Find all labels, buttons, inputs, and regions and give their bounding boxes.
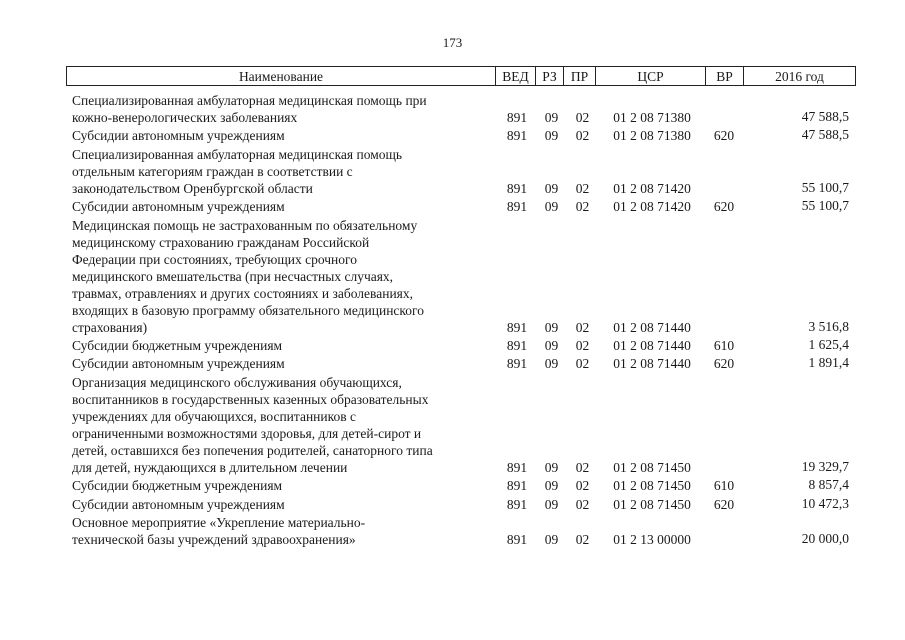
table-row (72, 92, 862, 126)
row-ved: 891 (506, 199, 528, 215)
row-name-line: Организация медицинского обслуживания обучающихся, (72, 374, 402, 390)
row-ved: 891 (506, 338, 528, 353)
row-pr: 02 (575, 356, 590, 372)
row-name-line: технической базы учреждений здравоохранения» (72, 532, 356, 547)
row-ved: 891 (506, 356, 528, 372)
row-pr: 02 (575, 459, 590, 475)
row-csr: 01 2 08 71450 (613, 459, 691, 475)
row-name-line: ограниченными возможностями здоровья, для детей-сирот и (72, 425, 422, 441)
row-name-line: Субсидии автономным учреждениям (72, 199, 285, 215)
header-year: 2016 год (744, 66, 856, 86)
row-csr: 01 2 08 71380 (613, 110, 691, 125)
row-sum: 47 588,5 (801, 127, 849, 143)
row-vr: 620 (713, 199, 735, 215)
header-vr: ВР (706, 66, 744, 86)
row-name-line: Субсидии бюджетным учреждениям (72, 338, 283, 353)
row-name-line: Субсидии бюджетным учреждениям (72, 478, 283, 494)
row-vr: 610 (713, 338, 735, 353)
row-rz: 09 (544, 319, 559, 335)
row-sum: 3 516,8 (808, 318, 849, 334)
row-name-line: травмах, отравлениях и других состояниях и заболеваниях, (72, 285, 414, 301)
page-number: 173 (442, 35, 463, 50)
row-sum: 55 100,7 (801, 179, 849, 195)
row-name-line: для детей, нуждающихся в длительном лечении (72, 459, 348, 475)
row-rz: 09 (544, 180, 559, 196)
row-name-line: медицинскому страхованию гражданам Российской (72, 234, 370, 250)
row-name-line: Субсидии автономным учреждениям (72, 496, 285, 512)
row-name-line: Субсидии автономным учреждениям (72, 356, 285, 372)
row-name-line: кожно-венерологических заболеваниях (72, 110, 298, 125)
row-name-line: отдельным категориям граждан в соответствии с (72, 163, 353, 179)
row-csr: 01 2 08 71420 (613, 180, 691, 196)
row-vr: 620 (713, 356, 735, 372)
header-rz: РЗ (536, 66, 564, 86)
row-rz: 09 (544, 496, 559, 512)
row-ved: 891 (506, 496, 528, 512)
row-sum: 1 891,4 (808, 355, 849, 371)
row-name-line: Специализированная амбулаторная медицинская помощь при (72, 93, 427, 108)
table-row (72, 217, 862, 336)
row-ved: 891 (506, 180, 528, 196)
row-sum: 20 000,0 (801, 531, 849, 546)
table-row (72, 496, 862, 513)
row-name-line: учреждениях для обучающихся, воспитанников с (72, 408, 357, 424)
row-rz: 09 (544, 532, 559, 547)
row-sum: 10 472,3 (801, 495, 849, 511)
table-row (72, 337, 862, 354)
row-rz: 09 (544, 459, 559, 475)
table-row (72, 374, 862, 476)
row-sum: 19 329,7 (801, 458, 849, 474)
row-pr: 02 (575, 338, 590, 353)
row-csr: 01 2 08 71420 (613, 199, 691, 215)
row-ved: 891 (506, 128, 528, 144)
row-ved: 891 (506, 319, 528, 335)
header-pr: ПР (564, 66, 596, 86)
row-rz: 09 (544, 356, 559, 372)
row-vr: 620 (713, 128, 735, 144)
header-csr: ЦСР (596, 66, 706, 86)
row-name-line: Федерации при состояниях, требующих срочного (72, 251, 357, 267)
row-sum: 1 625,4 (808, 337, 849, 352)
row-rz: 09 (544, 110, 559, 125)
table-row (72, 127, 862, 144)
row-pr: 02 (575, 496, 590, 512)
row-name-line: Основное мероприятие «Укрепление материально- (72, 515, 366, 530)
row-name-line: детей, оставшихся без попечения родителей, санаторного типа (72, 442, 433, 458)
row-vr: 620 (713, 496, 735, 512)
row-pr: 02 (575, 532, 590, 547)
header-name: Наименование (66, 66, 496, 86)
row-pr: 02 (575, 180, 590, 196)
row-csr: 01 2 08 71450 (613, 496, 691, 512)
table-row (72, 146, 862, 197)
row-ved: 891 (506, 110, 528, 125)
table-row (72, 477, 862, 494)
row-name-line: воспитанников в государственных казенных образовательных (72, 391, 429, 407)
row-rz: 09 (544, 338, 559, 353)
row-name-line: входящих в базовую программу обязательного медицинского (72, 302, 424, 318)
row-sum: 55 100,7 (801, 198, 849, 214)
row-rz: 09 (544, 478, 559, 494)
row-vr: 610 (713, 478, 735, 494)
row-pr: 02 (575, 128, 590, 144)
row-csr: 01 2 08 71450 (613, 478, 691, 494)
row-pr: 02 (575, 478, 590, 494)
row-csr: 01 2 08 71440 (613, 319, 691, 335)
row-csr: 01 2 08 71440 (613, 356, 691, 372)
row-name-line: законодательством Оренбургской области (72, 180, 313, 196)
table-row (72, 198, 862, 215)
row-pr: 02 (575, 199, 590, 215)
row-name-line: страхования) (72, 319, 148, 335)
row-name-line: медицинского вмешательства (при несчастных случаях, (72, 268, 394, 284)
table-row (72, 355, 862, 372)
row-ved: 891 (506, 478, 528, 494)
row-rz: 09 (544, 199, 559, 215)
row-ved: 891 (506, 532, 528, 547)
row-csr: 01 2 13 00000 (613, 532, 691, 547)
row-sum: 8 857,4 (808, 477, 849, 493)
row-csr: 01 2 08 71440 (613, 338, 691, 353)
row-name-line: Медицинская помощь не застрахованным по обязательному (72, 217, 418, 233)
row-pr: 02 (575, 110, 590, 125)
row-pr: 02 (575, 319, 590, 335)
row-csr: 01 2 08 71380 (613, 128, 691, 144)
table-row (72, 514, 862, 548)
row-ved: 891 (506, 459, 528, 475)
row-rz: 09 (544, 128, 559, 144)
row-sum: 47 588,5 (801, 109, 849, 124)
row-name-line: Специализированная амбулаторная медицинская помощь (72, 146, 403, 162)
header-ved: ВЕД (496, 66, 536, 86)
row-name-line: Субсидии автономным учреждениям (72, 128, 285, 144)
